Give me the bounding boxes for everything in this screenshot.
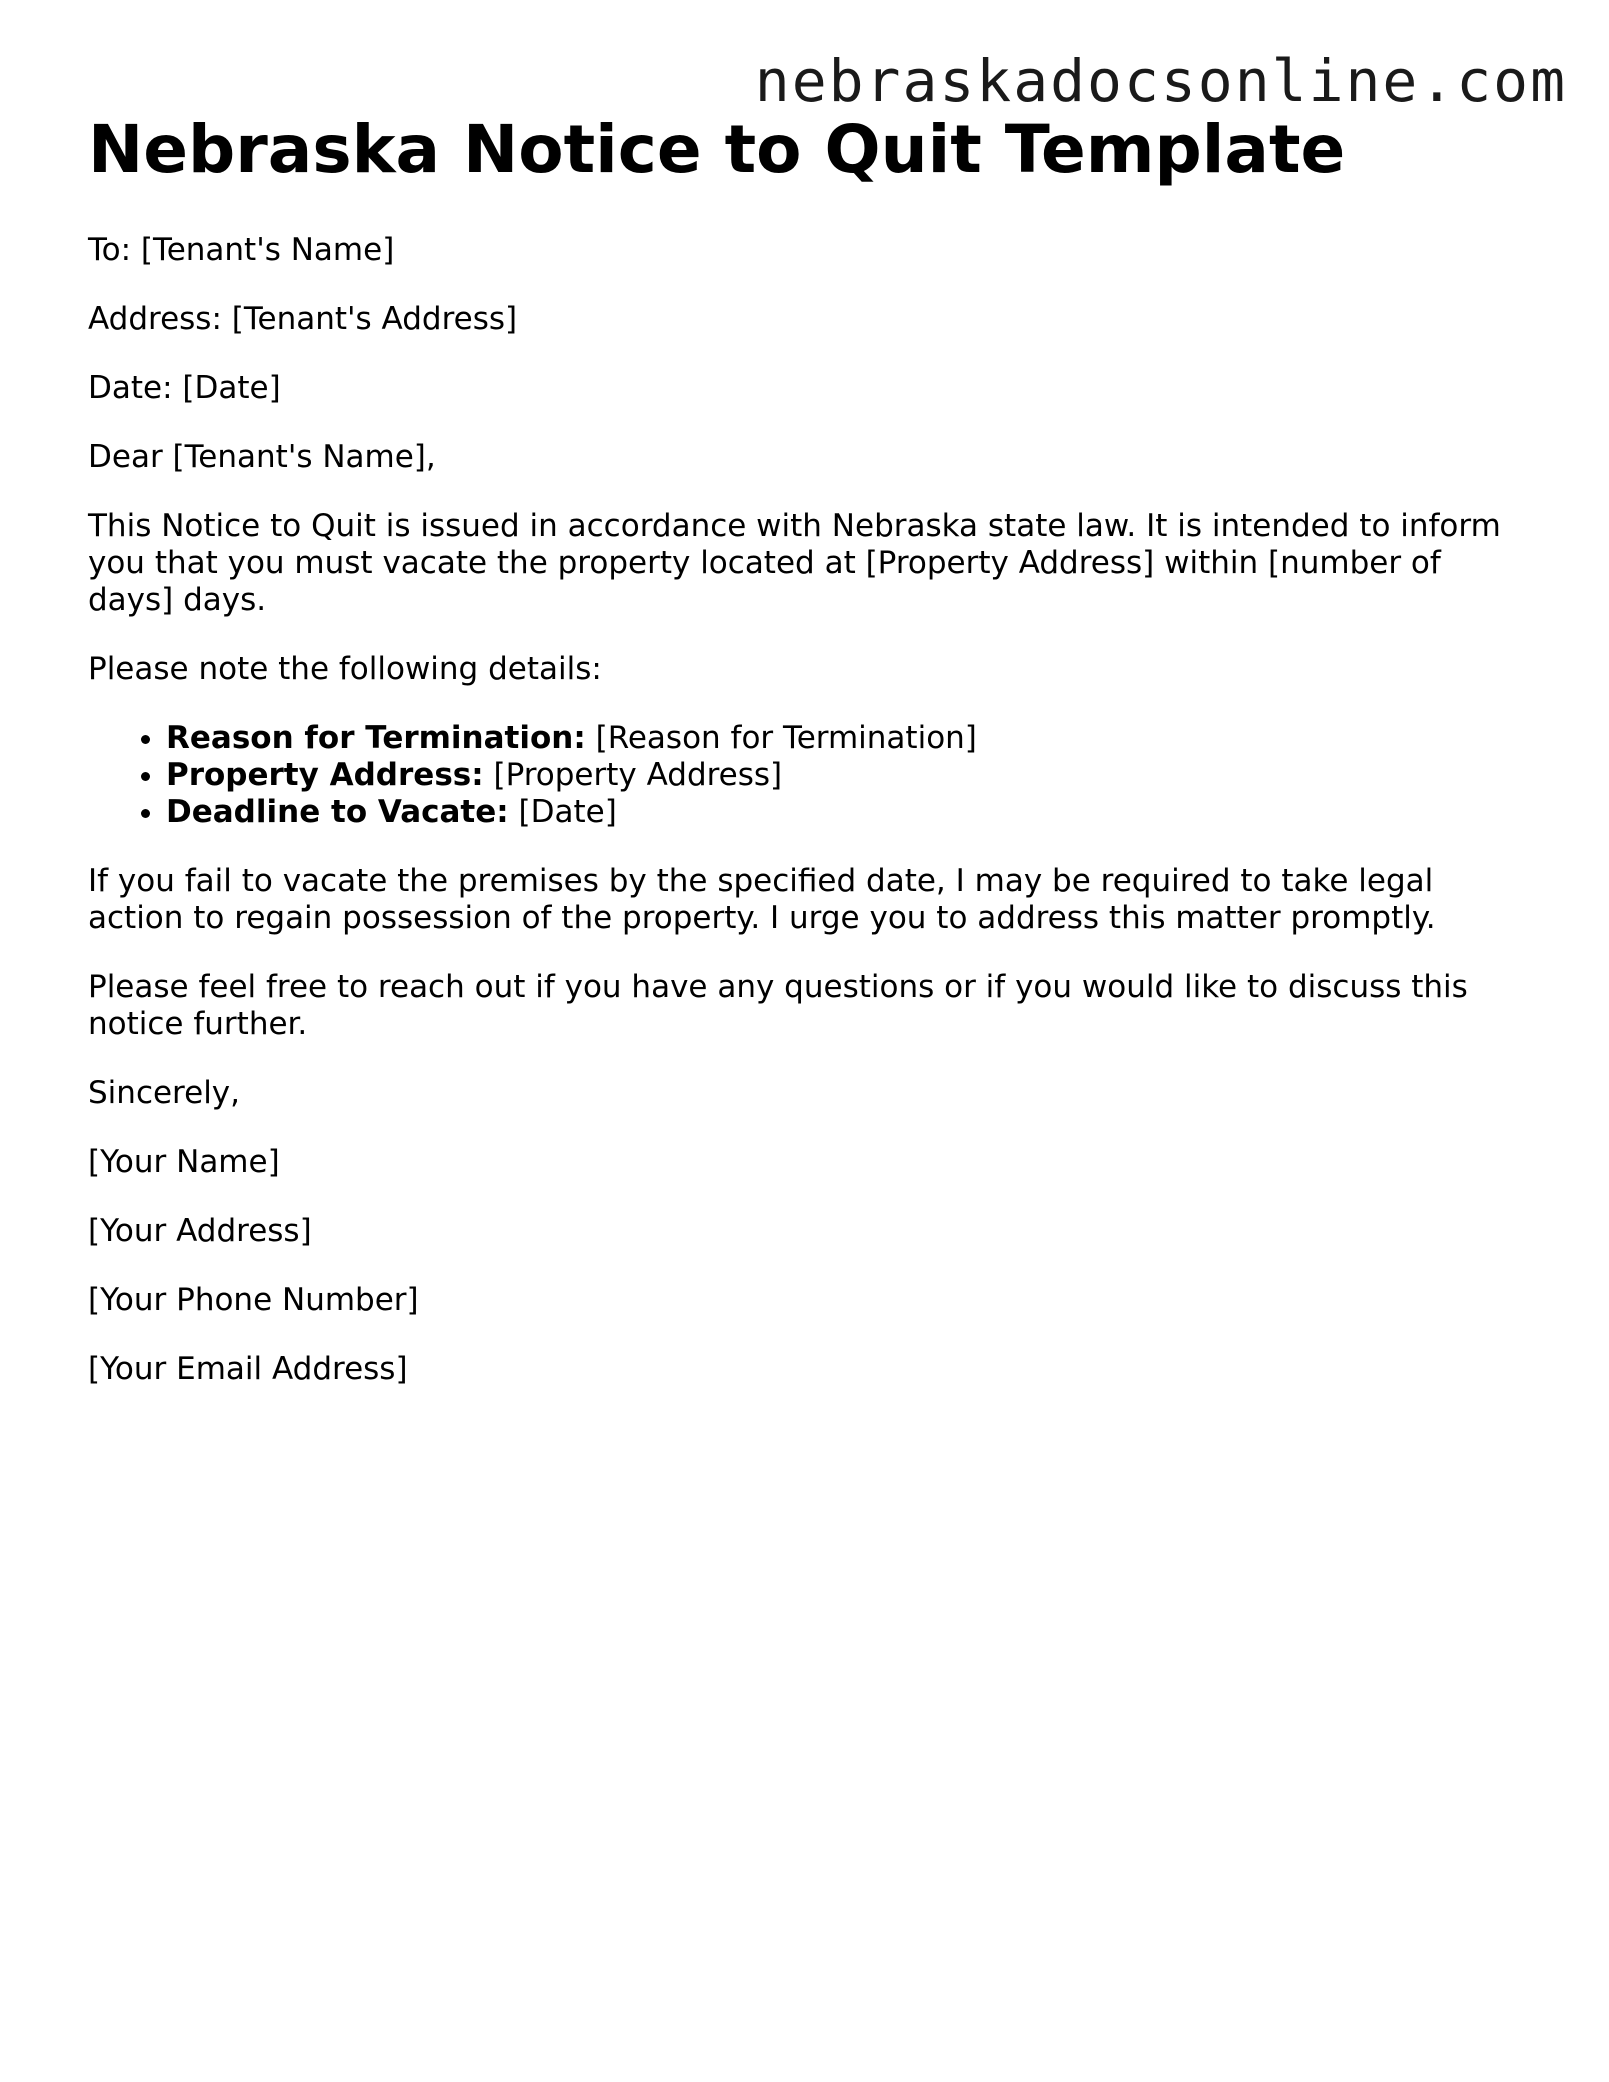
details-list [88, 720, 1528, 831]
signature-name: [Your Name] [88, 1143, 280, 1180]
signature-phone: [Your Phone Number] [88, 1281, 419, 1318]
detail-label: Deadline to Vacate: [166, 793, 509, 830]
detail-value: [Property Address] [483, 756, 783, 793]
detail-value: [Reason for Termination] [585, 719, 977, 756]
recipient-line: To: [Tenant's Name] [88, 231, 395, 268]
contact-paragraph: Please feel free to reach out if you have any questions or if you would like to discuss this notice further. [88, 968, 1468, 1042]
recipient-address-line: Address: [Tenant's Address] [88, 300, 518, 337]
detail-value: [Date] [508, 793, 617, 830]
closing: Sincerely, [88, 1074, 241, 1111]
notice-document [88, 112, 1528, 1420]
site-watermark: nebraskadocsonline.com [754, 47, 1567, 115]
page-title: Nebraska Notice to Quit Template [88, 111, 1346, 188]
signature-address: [Your Address] [88, 1212, 312, 1249]
detail-label: Property Address: [166, 756, 484, 793]
signature-email: [Your Email Address] [88, 1350, 408, 1387]
date-line: Date: [Date] [88, 369, 281, 406]
warning-paragraph: If you fail to vacate the premises by the specified date, I may be required to take legal action to regain possession of the property. I urge you to address this matter promptly. [88, 862, 1436, 936]
detail-label: Reason for Termination: [166, 719, 586, 756]
detail-item-reason [166, 720, 1528, 757]
intro-paragraph: This Notice to Quit is issued in accordance with Nebraska state law. It is intended to inform you that you must vacate the property located at [Property Address] within [number of days] days. [88, 507, 1501, 618]
detail-item-deadline [166, 794, 1528, 831]
detail-item-property-address [166, 757, 1528, 794]
details-lead: Please note the following details: [88, 650, 602, 687]
salutation: Dear [Tenant's Name], [88, 438, 436, 475]
